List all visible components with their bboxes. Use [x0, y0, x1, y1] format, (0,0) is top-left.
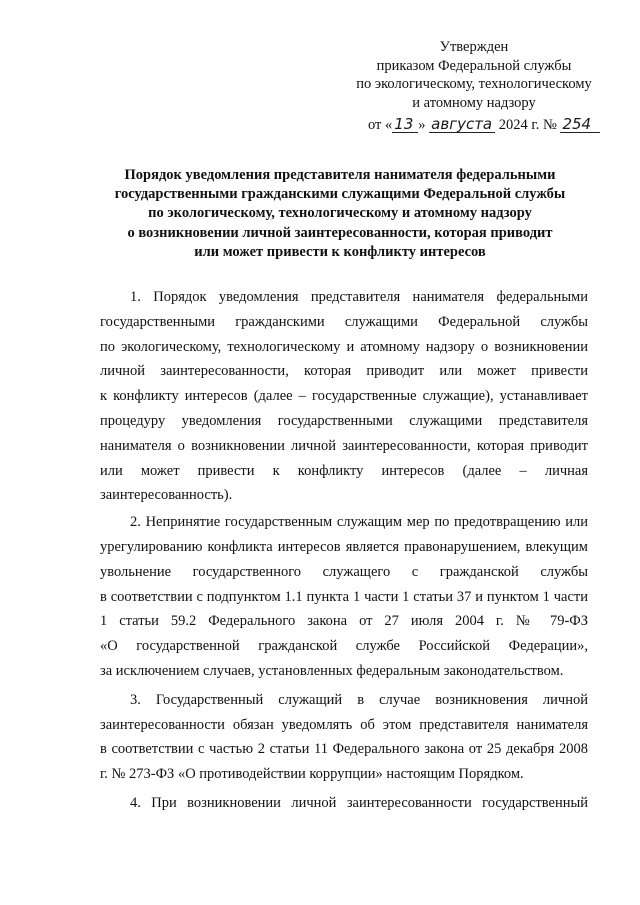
title-line: или может привести к конфликту интересов [194, 243, 486, 260]
handwritten-day: 13 [392, 116, 418, 133]
paragraph-line: нанимателя о возникновении личной заинтересованности, которая приводит [100, 437, 588, 454]
approval-line: приказом Федеральной службы [376, 57, 572, 74]
approval-line: по экологическому, технологическому [356, 76, 592, 92]
paragraph-line: «О государственной гражданской службе Российской Федерации», [100, 638, 588, 655]
approval-line: Утвержден [439, 39, 509, 55]
paragraph-line: заинтересованности обязан уведомлять об этом представителя нанимателя [100, 716, 588, 733]
handwritten-month: августа [429, 116, 495, 133]
approval-date-line [340, 116, 608, 135]
paragraph-line: в соответствии с подпунктом 1.1 пункта 1 части 1 статьи 37 и пунктом 1 части [100, 588, 588, 605]
paragraph-4 [100, 791, 588, 816]
date-suffix: 2024 г. № [498, 117, 557, 133]
paragraph-line: г. № 273-ФЗ «О противодействии коррупции» настоящим Порядком. [100, 766, 524, 783]
title-line: Порядок уведомления представителя нанимателя федеральными [124, 167, 556, 183]
paragraph-line: или может привести к конфликту интересов (далее – личная [100, 462, 588, 479]
title-line: о возникновении личной заинтересованности, которая приводит [127, 224, 553, 241]
paragraph-line: урегулированию конфликта интересов является правонарушением, влекущим [100, 538, 588, 555]
paragraph-line: личной заинтересованности, которая приводит или может привести [100, 363, 588, 380]
paragraph-line: в соответствии с частью 2 статьи 11 Федерального закона от 25 декабря 2008 [100, 741, 588, 758]
title-line: государственными гражданскими служащими Федеральной службы [114, 186, 566, 203]
paragraph-line: к конфликту интересов (далее – государственные служащие), устанавливает [100, 388, 588, 405]
handwritten-order-number: 254 [560, 116, 600, 133]
paragraph-2 [100, 510, 588, 684]
paragraph-line: государственными гражданскими служащими Федеральной службы [100, 313, 588, 330]
paragraph-line: 2. Непринятие государственным служащим мер по предотвращению или [130, 514, 588, 531]
document-body [100, 285, 588, 818]
paragraph-line: процедуру уведомления государственными служащими представителя [100, 412, 588, 429]
document-title [80, 166, 600, 262]
paragraph-line: 3. Государственный служащий в случае возникновения личной [130, 691, 588, 708]
paragraph-line: по экологическому, технологическому и атомному надзору о возникновении [100, 338, 588, 355]
paragraph-line: 4. При возникновении личной заинтересованности государственный [130, 794, 588, 811]
paragraph-3 [100, 688, 588, 787]
paragraph-line: увольнение государственного служащего с гражданской службы [100, 563, 588, 580]
date-mid: » [418, 117, 426, 133]
paragraph-1 [100, 285, 588, 508]
paragraph-line: заинтересованность). [100, 487, 233, 504]
date-prefix: от « [368, 117, 393, 133]
paragraph-line: 1 статьи 59.2 Федерального закона от 27 июля 2004 г. № 79-ФЗ [100, 613, 588, 630]
title-line: по экологическому, технологическому и атомному надзору [148, 205, 532, 222]
paragraph-line: 1. Порядок уведомления представителя нанимателя федеральными [130, 289, 588, 305]
approval-line: и атомному надзору [412, 94, 536, 111]
paragraph-line: за исключением случаев, установленных федеральным законодательством. [100, 662, 564, 679]
approval-block [340, 38, 608, 135]
